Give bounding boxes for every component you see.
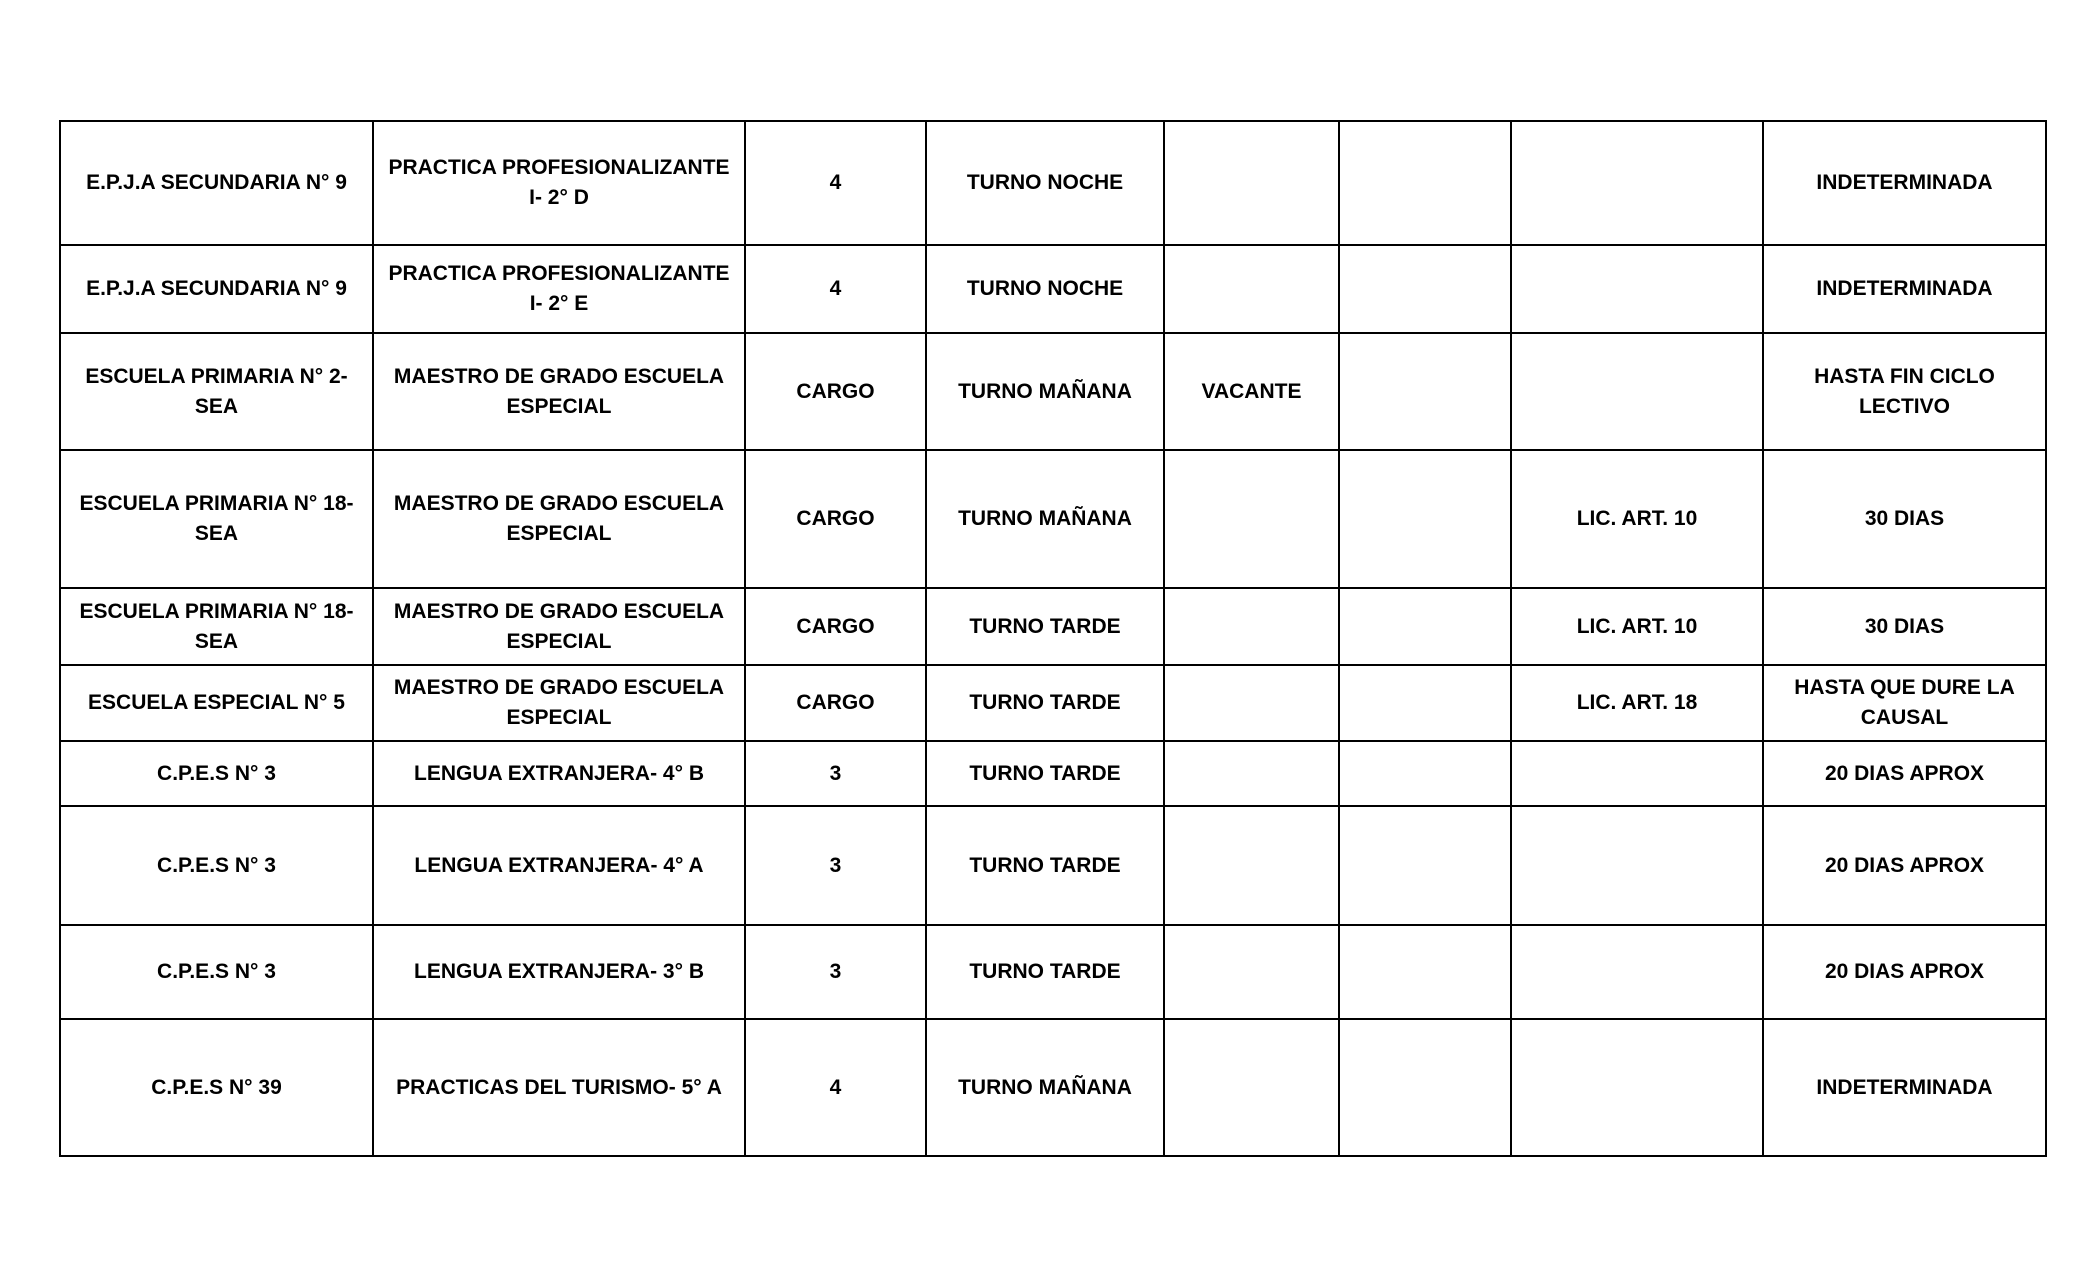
status-cell xyxy=(1164,245,1339,333)
table-row xyxy=(60,741,2046,806)
table-row xyxy=(60,925,2046,1019)
school-cell: C.P.E.S N° 3 xyxy=(60,806,373,925)
shift-cell: TURNO NOCHE xyxy=(926,245,1164,333)
status-cell xyxy=(1164,741,1339,806)
table-row xyxy=(60,665,2046,741)
school-cell: ESCUELA PRIMARIA N° 18- SEA xyxy=(60,588,373,665)
school-cell: C.P.E.S N° 39 xyxy=(60,1019,373,1156)
shift-cell: TURNO TARDE xyxy=(926,806,1164,925)
leave-cell xyxy=(1511,741,1763,806)
duration-cell: 30 DIAS xyxy=(1763,588,2046,665)
leave-cell xyxy=(1511,806,1763,925)
hours-cell: 3 xyxy=(745,925,926,1019)
hours-cell: CARGO xyxy=(745,588,926,665)
school-cell: ESCUELA PRIMARIA N° 18- SEA xyxy=(60,450,373,588)
duration-cell: 20 DIAS APROX xyxy=(1763,925,2046,1019)
duration-cell: HASTA FIN CICLO LECTIVO xyxy=(1763,333,2046,450)
shift-cell: TURNO MAÑANA xyxy=(926,1019,1164,1156)
hours-cell: 4 xyxy=(745,1019,926,1156)
shift-cell: TURNO TARDE xyxy=(926,588,1164,665)
table-row xyxy=(60,1019,2046,1156)
table-row xyxy=(60,333,2046,450)
leave-cell xyxy=(1511,333,1763,450)
hours-cell: 4 xyxy=(745,245,926,333)
shift-cell: TURNO TARDE xyxy=(926,665,1164,741)
duration-cell: 30 DIAS xyxy=(1763,450,2046,588)
status-cell xyxy=(1164,121,1339,245)
extra-cell xyxy=(1339,121,1511,245)
duration-cell: 20 DIAS APROX xyxy=(1763,806,2046,925)
school-cell: E.P.J.A SECUNDARIA N° 9 xyxy=(60,121,373,245)
status-cell xyxy=(1164,450,1339,588)
hours-cell: CARGO xyxy=(745,333,926,450)
extra-cell xyxy=(1339,925,1511,1019)
shift-cell: TURNO TARDE xyxy=(926,925,1164,1019)
subject-cell: PRACTICAS DEL TURISMO- 5° A xyxy=(373,1019,745,1156)
shift-cell: TURNO NOCHE xyxy=(926,121,1164,245)
subject-cell: MAESTRO DE GRADO ESCUELA ESPECIAL xyxy=(373,588,745,665)
leave-cell xyxy=(1511,1019,1763,1156)
status-cell xyxy=(1164,1019,1339,1156)
leave-cell xyxy=(1511,925,1763,1019)
extra-cell xyxy=(1339,665,1511,741)
subject-cell: PRACTICA PROFESIONALIZANTE I- 2° D xyxy=(373,121,745,245)
table-body xyxy=(60,121,2046,1156)
table-row xyxy=(60,121,2046,245)
status-cell: VACANTE xyxy=(1164,333,1339,450)
extra-cell xyxy=(1339,450,1511,588)
table-row xyxy=(60,245,2046,333)
table-row xyxy=(60,806,2046,925)
duration-cell: INDETERMINADA xyxy=(1763,245,2046,333)
status-cell xyxy=(1164,925,1339,1019)
subject-cell: MAESTRO DE GRADO ESCUELA ESPECIAL xyxy=(373,450,745,588)
vacancy-table xyxy=(59,120,2047,1157)
leave-cell xyxy=(1511,245,1763,333)
duration-cell: INDETERMINADA xyxy=(1763,1019,2046,1156)
subject-cell: LENGUA EXTRANJERA- 4° A xyxy=(373,806,745,925)
shift-cell: TURNO TARDE xyxy=(926,741,1164,806)
leave-cell: LIC. ART. 18 xyxy=(1511,665,1763,741)
extra-cell xyxy=(1339,588,1511,665)
school-cell: C.P.E.S N° 3 xyxy=(60,741,373,806)
hours-cell: 3 xyxy=(745,741,926,806)
extra-cell xyxy=(1339,806,1511,925)
status-cell xyxy=(1164,665,1339,741)
subject-cell: MAESTRO DE GRADO ESCUELA ESPECIAL xyxy=(373,333,745,450)
extra-cell xyxy=(1339,245,1511,333)
subject-cell: MAESTRO DE GRADO ESCUELA ESPECIAL xyxy=(373,665,745,741)
subject-cell: LENGUA EXTRANJERA- 4° B xyxy=(373,741,745,806)
subject-cell: LENGUA EXTRANJERA- 3° B xyxy=(373,925,745,1019)
extra-cell xyxy=(1339,333,1511,450)
table-row xyxy=(60,588,2046,665)
status-cell xyxy=(1164,806,1339,925)
vacancy-sheet xyxy=(59,120,2045,1157)
leave-cell: LIC. ART. 10 xyxy=(1511,588,1763,665)
duration-cell: INDETERMINADA xyxy=(1763,121,2046,245)
school-cell: ESCUELA ESPECIAL N° 5 xyxy=(60,665,373,741)
shift-cell: TURNO MAÑANA xyxy=(926,450,1164,588)
school-cell: C.P.E.S N° 3 xyxy=(60,925,373,1019)
extra-cell xyxy=(1339,741,1511,806)
duration-cell: 20 DIAS APROX xyxy=(1763,741,2046,806)
duration-cell: HASTA QUE DURE LA CAUSAL xyxy=(1763,665,2046,741)
status-cell xyxy=(1164,588,1339,665)
hours-cell: 3 xyxy=(745,806,926,925)
school-cell: E.P.J.A SECUNDARIA N° 9 xyxy=(60,245,373,333)
hours-cell: 4 xyxy=(745,121,926,245)
extra-cell xyxy=(1339,1019,1511,1156)
leave-cell xyxy=(1511,121,1763,245)
table-row xyxy=(60,450,2046,588)
school-cell: ESCUELA PRIMARIA N° 2- SEA xyxy=(60,333,373,450)
shift-cell: TURNO MAÑANA xyxy=(926,333,1164,450)
leave-cell: LIC. ART. 10 xyxy=(1511,450,1763,588)
hours-cell: CARGO xyxy=(745,450,926,588)
hours-cell: CARGO xyxy=(745,665,926,741)
subject-cell: PRACTICA PROFESIONALIZANTE I- 2° E xyxy=(373,245,745,333)
